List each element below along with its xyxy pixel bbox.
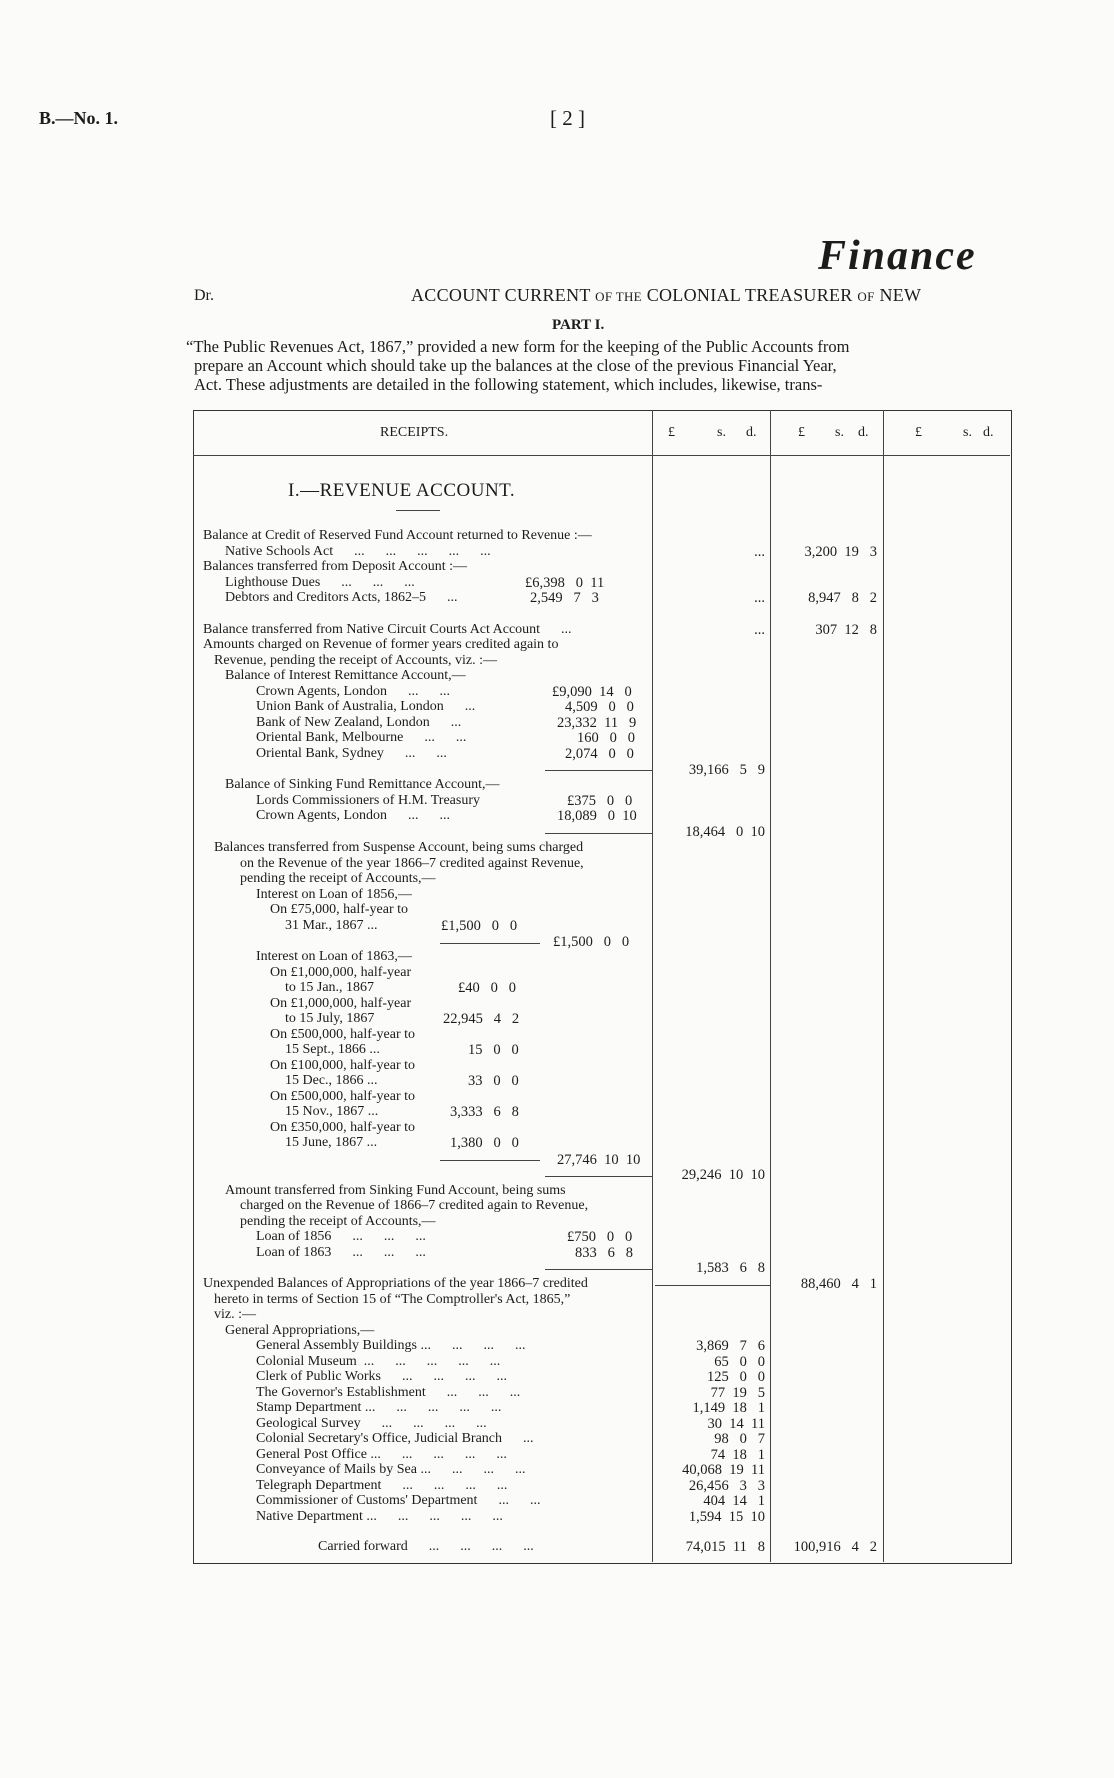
- receipt-line: pending the receipt of Accounts,—: [240, 1214, 436, 1229]
- title-prefix: ACCOUNT CURRENT: [411, 285, 591, 305]
- receipt-line: Crown Agents, London ... ...: [256, 808, 451, 823]
- inner-amount: £1,500 0 0: [441, 918, 518, 934]
- inner-amount: £750 0 0: [567, 1229, 633, 1245]
- receipt-line: Amount transferred from Sinking Fund Account, being sums: [225, 1183, 566, 1198]
- subtotal-rule-6: [545, 1269, 652, 1270]
- receipt-line: Native Schools Act ... ... ... ... ...: [225, 544, 491, 559]
- receipt-line: 15 Sept., 1866 ...: [285, 1042, 380, 1057]
- series-number: B.—No. 1.: [39, 108, 119, 128]
- receipt-line: Carried forward ... ... ... ...: [318, 1539, 534, 1554]
- receipt-line: Native Department ... ... ... ... ...: [256, 1509, 503, 1524]
- inner-amount: 23,332 11 9: [557, 715, 637, 731]
- receipt-line: Unexpended Balances of Appropriations of the year 1866–7 credited: [203, 1276, 588, 1291]
- inner-amount: 33 0 0: [468, 1073, 519, 1089]
- col1-amount: 18,464 0 10: [685, 824, 765, 840]
- receipt-line: The Governor's Establishment ... ... ...: [256, 1385, 521, 1400]
- col1-amount: 98 0 7: [714, 1431, 765, 1447]
- receipt-line: Revenue, pending the receipt of Accounts, viz. :—: [214, 653, 498, 668]
- section-title: I.—REVENUE ACCOUNT.: [288, 480, 516, 501]
- intro-line-2: prepare an Account which should take up the balances at the close of the previous Financial Year,: [194, 356, 837, 375]
- intro-line-1: “The Public Revenues Act, 1867,” provided a new form for the keeping of the Public Accounts from: [186, 337, 850, 356]
- col1-amount: 125 0 0: [707, 1369, 765, 1385]
- intro-line-3: Act. These adjustments are detailed in the following statement, which includes, likewise, trans-: [194, 375, 823, 394]
- col1-amount: 40,068 19 11: [682, 1462, 765, 1478]
- receipt-line: Clerk of Public Works ... ... ... ...: [256, 1369, 507, 1384]
- col-rule-2: [770, 410, 771, 1562]
- page-number: [ 2 ]: [550, 106, 585, 130]
- receipt-line: Commissioner of Customs' Department ... ...: [256, 1493, 541, 1508]
- col1-shillings-header: s.: [717, 425, 726, 440]
- col-rule-3: [883, 410, 884, 1562]
- receipt-line: General Appropriations,—: [225, 1323, 375, 1338]
- receipt-line: on the Revenue of the year 1866–7 credited against Revenue,: [240, 856, 584, 871]
- receipt-line: Lords Commissioners of H.M. Treasury: [256, 793, 481, 808]
- col1-pounds-header: £: [668, 425, 675, 440]
- col1-amount: 3,869 7 6: [696, 1338, 765, 1354]
- col3-pence-header: d.: [983, 425, 994, 440]
- receipt-line: Colonial Secretary's Office, Judicial Branch ...: [256, 1431, 534, 1446]
- subtotal-rule-4: [440, 1160, 540, 1161]
- inner-amount: 18,089 0 10: [557, 808, 637, 824]
- col3-pounds-header: £: [915, 425, 922, 440]
- inner-amount: 160 0 0: [577, 730, 635, 746]
- subtotal-rule-5: [545, 1176, 652, 1177]
- receipt-line: Loan of 1863 ... ... ...: [256, 1245, 426, 1260]
- receipt-line: to 15 Jan., 1867: [285, 980, 375, 995]
- receipt-line: Amounts charged on Revenue of former years credited again to: [203, 637, 559, 652]
- col1-amount: 74 18 1: [710, 1447, 765, 1463]
- receipt-line: Interest on Loan of 1863,—: [256, 949, 412, 964]
- col2-pounds-header: £: [798, 425, 805, 440]
- account-title: [411, 285, 921, 306]
- col2-amount: 3,200 19 3: [804, 544, 877, 560]
- col1-amount: ...: [754, 590, 765, 606]
- col2-pence-header: d.: [858, 425, 869, 440]
- receipt-line: Bank of New Zealand, London ...: [256, 715, 462, 730]
- subtotal-rule-3: [440, 943, 540, 944]
- receipt-line: to 15 July, 1867: [285, 1011, 375, 1026]
- receipt-line: Lighthouse Dues ... ... ...: [225, 575, 415, 590]
- inner-amount: 1,380 0 0: [450, 1135, 519, 1151]
- inner-amount: £1,500 0 0: [553, 934, 630, 950]
- subtotal-rule-1: [545, 770, 652, 771]
- receipt-line: 15 Nov., 1867 ...: [285, 1104, 379, 1119]
- title-mid: COLONIAL TREASURER: [646, 285, 853, 305]
- subtotal-rule-2: [545, 833, 652, 834]
- inner-amount: £375 0 0: [567, 793, 633, 809]
- receipt-line: On £500,000, half-year to: [270, 1027, 416, 1042]
- receipt-line: Balance transferred from Native Circuit Courts Act Account ...: [203, 622, 572, 637]
- receipt-line: On £500,000, half-year to: [270, 1089, 416, 1104]
- receipt-line: Telegraph Department ... ... ... ...: [256, 1478, 508, 1493]
- receipt-line: Balance of Interest Remittance Account,—: [225, 668, 466, 683]
- receipt-line: Conveyance of Mails by Sea ... ... ... ...: [256, 1462, 526, 1477]
- section-underline: [396, 510, 440, 511]
- receipt-line: Debtors and Creditors Acts, 1862–5 ...: [225, 590, 458, 605]
- receipt-line: Loan of 1856 ... ... ...: [256, 1229, 426, 1244]
- col1-amount: 74,015 11 8: [685, 1539, 765, 1555]
- receipt-line: Balances transferred from Deposit Account :—: [203, 559, 467, 574]
- col1-amount: 29,246 10 10: [681, 1167, 765, 1183]
- inner-amount: 2,549 7 3: [530, 590, 599, 606]
- col1-amount: 1,594 15 10: [688, 1509, 765, 1525]
- title-of2: OF: [857, 289, 875, 304]
- receipt-line: Balance at Credit of Reserved Fund Account returned to Revenue :—: [203, 528, 592, 543]
- receipt-line: On £1,000,000, half-year: [270, 965, 412, 980]
- receipt-line: On £100,000, half-year to: [270, 1058, 416, 1073]
- title-of1: OF THE: [595, 289, 642, 304]
- col1-amount: 404 14 1: [703, 1493, 765, 1509]
- col1-amount: ...: [754, 622, 765, 638]
- col1-amount: 30 14 11: [707, 1416, 765, 1432]
- receipt-line: viz. :—: [214, 1307, 256, 1322]
- receipt-line: Crown Agents, London ... ...: [256, 684, 451, 699]
- receipt-line: General Assembly Buildings ... ... ... ...: [256, 1338, 526, 1353]
- receipt-line: On £350,000, half-year to: [270, 1120, 416, 1135]
- col1-amount: 77 19 5: [710, 1385, 765, 1401]
- receipt-line: Balances transferred from Suspense Account, being sums charged: [214, 840, 584, 855]
- inner-amount: 27,746 10 10: [557, 1152, 641, 1168]
- title-end: NEW: [879, 285, 922, 305]
- col2-amount: 100,916 4 2: [793, 1539, 877, 1555]
- part-heading: PART I.: [552, 317, 605, 333]
- receipt-line: hereto in terms of Section 15 of “The Comptroller's Act, 1865,”: [214, 1292, 571, 1307]
- receipt-line: Oriental Bank, Sydney ... ...: [256, 746, 447, 761]
- receipt-line: Oriental Bank, Melbourne ... ...: [256, 730, 467, 745]
- col2-amount: 88,460 4 1: [800, 1276, 877, 1292]
- col1-amount: ...: [754, 544, 765, 560]
- inner-amount: £6,398 0 11: [525, 575, 605, 591]
- inner-amount: £40 0 0: [458, 980, 516, 996]
- inner-amount: 15 0 0: [468, 1042, 519, 1058]
- receipt-line: On £75,000, half-year to: [270, 902, 409, 917]
- receipt-line: Colonial Museum ... ... ... ... ...: [256, 1354, 501, 1369]
- receipt-line: Balance of Sinking Fund Remittance Account,—: [225, 777, 500, 792]
- col3-shillings-header: s.: [963, 425, 972, 440]
- receipt-line: Stamp Department ... ... ... ... ...: [256, 1400, 502, 1415]
- debit-marker: Dr.: [194, 287, 214, 304]
- inner-amount: £9,090 14 0: [552, 684, 632, 700]
- receipt-line: On £1,000,000, half-year: [270, 996, 412, 1011]
- receipt-line: 31 Mar., 1867 ...: [285, 918, 378, 933]
- col1-pence-header: d.: [746, 425, 757, 440]
- receipts-heading: RECEIPTS.: [380, 425, 449, 440]
- col1-amount: 1,149 18 1: [692, 1400, 765, 1416]
- col2-amount: 307 12 8: [815, 622, 877, 638]
- receipt-line: General Post Office ... ... ... ... ...: [256, 1447, 507, 1462]
- col1-amount: 39,166 5 9: [688, 762, 765, 778]
- header-rule: [193, 455, 1010, 456]
- subtotal-rule-7: [655, 1285, 770, 1286]
- col1-amount: 26,456 3 3: [688, 1478, 765, 1494]
- finance-heading: Finance: [818, 233, 977, 279]
- receipt-line: Interest on Loan of 1856,—: [256, 887, 412, 902]
- inner-amount: 22,945 4 2: [443, 1011, 520, 1027]
- receipt-line: Union Bank of Australia, London ...: [256, 699, 476, 714]
- receipt-line: 15 June, 1867 ...: [285, 1135, 378, 1150]
- col1-amount: 1,583 6 8: [696, 1260, 765, 1276]
- receipt-line: Geological Survey ... ... ... ...: [256, 1416, 487, 1431]
- col-rule-1: [652, 410, 653, 1562]
- inner-amount: 2,074 0 0: [565, 746, 634, 762]
- receipt-line: 15 Dec., 1866 ...: [285, 1073, 378, 1088]
- col2-shillings-header: s.: [835, 425, 844, 440]
- col1-amount: 65 0 0: [714, 1354, 765, 1370]
- inner-amount: 3,333 6 8: [450, 1104, 519, 1120]
- col2-amount: 8,947 8 2: [808, 590, 877, 606]
- receipt-line: charged on the Revenue of 1866–7 credited again to Revenue,: [240, 1198, 589, 1213]
- inner-amount: 4,509 0 0: [565, 699, 634, 715]
- receipt-line: pending the receipt of Accounts,—: [240, 871, 436, 886]
- inner-amount: 833 6 8: [575, 1245, 633, 1261]
